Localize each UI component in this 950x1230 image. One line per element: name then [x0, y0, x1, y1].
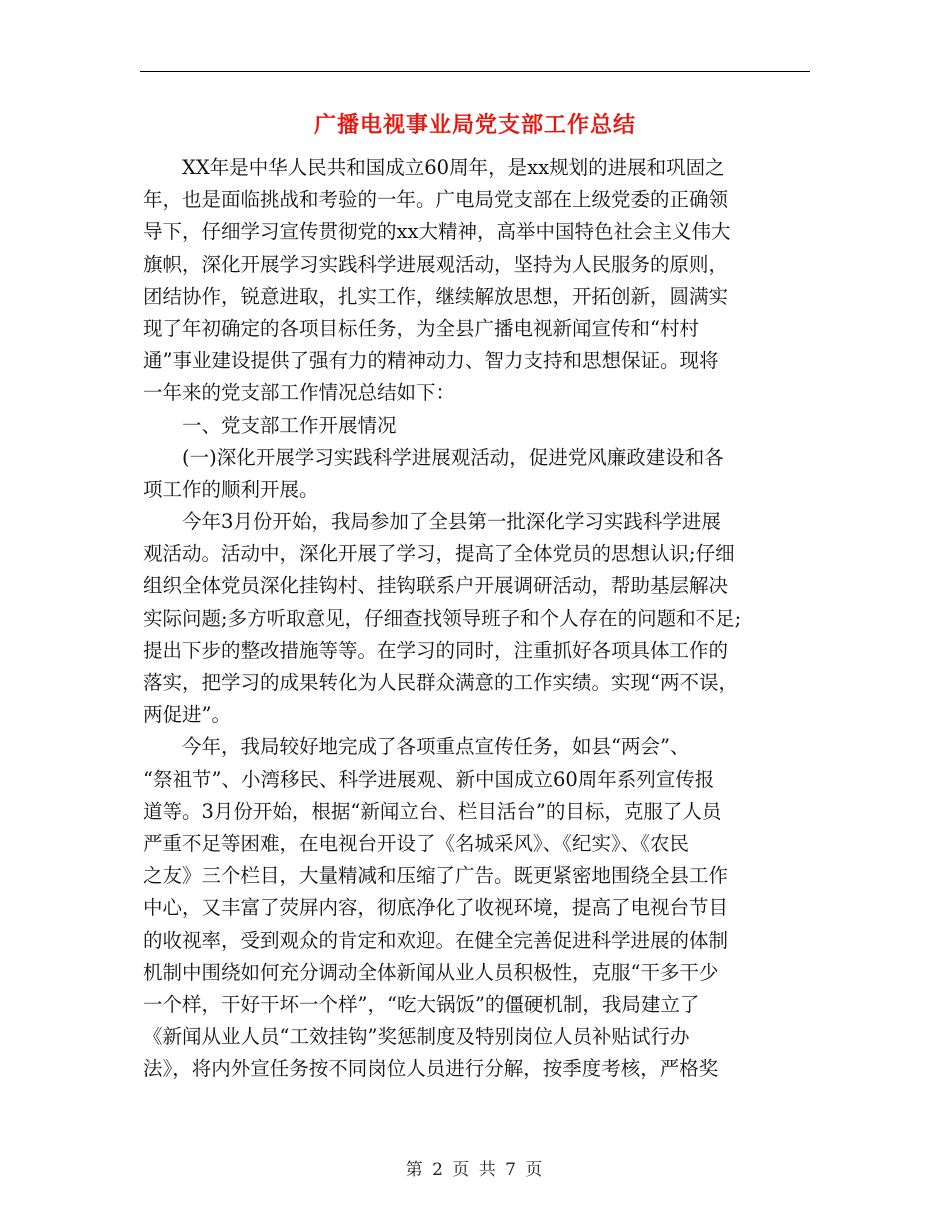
document-body — [143, 152, 810, 1085]
body-line: 之友》三个栏目，大量精减和压缩了广告。既更紧密地围绕全县工作 — [143, 864, 729, 888]
body-line: 今年，我局较好地完成了各项重点宣传任务，如县“两会”、 — [143, 735, 690, 759]
body-line: 提出下步的整改措施等等。在学习的同时，注重抓好各项具体工作的 — [143, 638, 729, 662]
body-line: 机制中围绕如何充分调动全体新闻从业人员积极性，克服“干多干少 — [143, 960, 719, 984]
body-line: 中心，又丰富了荧屏内容，彻底净化了收视环境，提高了电视台节目 — [143, 896, 729, 920]
body-line: 法》，将内外宣任务按不同岗位人员进行分解，按季度考核，严格奖 — [143, 1057, 719, 1081]
body-line: 旗帜，深化开展学习实践科学进展观活动，坚持为人民服务的原则， — [143, 252, 729, 276]
body-line: 两促进”。 — [143, 703, 231, 727]
body-line: 严重不足等困难，在电视台开设了《名城采风》、《纪实》、《农民 — [143, 831, 690, 855]
body-line: 道等。3月份开始，根据“新闻立台、栏目活台”的目标，克服了人员 — [143, 799, 722, 823]
body-line: 观活动。活动中，深化开展了学习，提高了全体党员的思想认识;仔细 — [143, 542, 735, 566]
section-heading: 一、党支部工作开展情况 — [143, 413, 397, 437]
body-line: 《新闻从业人员“工效挂钩”奖惩制度及特别岗位人员补贴试行办 — [143, 1025, 690, 1049]
body-line: 年，也是面临挑战和考验的一年。广电局党支部在上级党委的正确领 — [143, 188, 729, 212]
body-line: 团结协作，锐意进取，扎实工作，继续解放思想，开拓创新，圆满实 — [143, 284, 729, 308]
body-line: 现了年初确定的各项目标任务，为全县广播电视新闻宣传和“村村 — [143, 316, 699, 340]
body-line: 组织全体党员深化挂钩村、挂钩联系户开展调研活动，帮助基层解决 — [143, 574, 729, 598]
subsection-heading: 项工作的顺利开展。 — [143, 477, 319, 501]
body-line: XX年是中华人民共和国成立60周年，是xx规划的进展和巩固之 — [143, 156, 725, 179]
body-line: “祭祖节”、小湾移民、科学进展观、新中国成立60周年系列宣传报 — [143, 767, 715, 791]
subsection-heading: (一)深化开展学习实践科学进展观活动，促进党风廉政建设和各 — [143, 445, 724, 469]
body-line: 导下，仔细学习宣传贯彻党的xx大精神，高举中国特色社会主义伟大 — [143, 220, 731, 244]
body-line: 实际问题;多方听取意见，仔细查找领导班子和个人存在的问题和不足; — [143, 606, 742, 630]
body-line: 通”事业建设提供了强有力的精神动力、智力支持和思想保证。现将 — [143, 349, 719, 373]
body-line: 今年3月份开始，我局参加了全县第一批深化学习实践科学进展 — [143, 510, 721, 534]
body-line: 一个样，干好干坏一个样”，“吃大锅饭”的僵硬机制，我局建立了 — [143, 992, 700, 1016]
body-line: 落实，把学习的成果转化为人民群众满意的工作实绩。实现“两不误， — [143, 671, 738, 694]
document-title: 广播电视事业局党支部工作总结 — [313, 113, 636, 138]
page-number-footer: 第 2 页 共 7 页 — [405, 1160, 545, 1180]
header-rule — [140, 71, 810, 72]
body-line: 的收视率，受到观众的肯定和欢迎。在健全完善促进科学进展的体制 — [143, 928, 729, 952]
body-line: 一年来的党支部工作情况总结如下： — [143, 381, 456, 405]
